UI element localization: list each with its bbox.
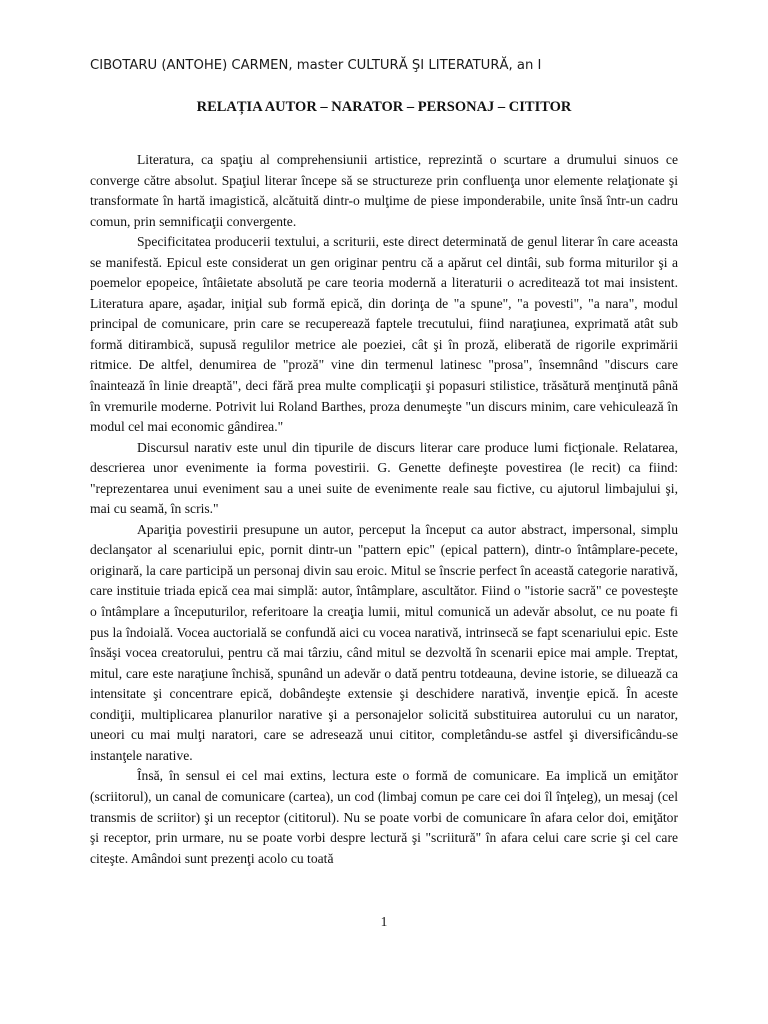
author-header: CIBOTARU (ANTOHE) CARMEN, master CULTURĂ ŞI LITERATURĂ, an I [90, 58, 542, 73]
paragraph: Apariţia povestirii presupune un autor, perceput la început ca autor abstract, impersonal, simplu declanşator al scenariului epic, pornit dintr-un "pattern epic" (epical pattern), dintr-o întâmplare-pecete, originară, la care participă un personaj divin sau eroic. Mitul se înscrie perfect în această categorie narativă, care instituie triada epică cea mai simplă: autor, întâmplare, ascultător. Fiind o "istorie sacră" ce povesteşte o întâmplare a începuturilor, referitoare la creaţia lumii, mitul comunică un adevăr absolut, ce nu poate fi pus la îndoială. Vocea auctorială se confundă aici cu vocea narativă, intrinsecă se fapt scenariului epic. Este însăşi vocea creatorului, pentru că mai târziu, când mitul se dezvoltă în scenarii epice mai ample. Treptat, mitul, care este naraţiune închisă, spunând un adevăr o dată pentru totdeauna, devine istorie, se diluează ca intensitate şi concentrare epică, dobândeşte extensie şi deschidere narativă, invenţie epică. În aceste condiţii, multiplicarea planurilor narative şi a personajelor solicită substituirea autorului cu un narator, uneori cu mai mulţi naratori, care se adresează unui cititor, completându-se astfel şi diversificându-se instanţele narative. [90, 521, 678, 763]
paragraph: Specificitatea producerii textului, a scriturii, este direct determinată de genul literar în care aceasta se manifestă. Epicul este considerat un gen originar pentru că a apărut cel dintâi, sub forma miturilor şi a poemelor epopeice, întâietate absolută pe care teoria modernă a literaturii o acreditează tot mai insistent. Literatura apare, aşadar, iniţial sub formă epică, din dorinţa de "a spune", "a povesti", "a nara", modul principal de comunicare, prin care se recuperează faptele trecutului, fiind naraţiunea, exprimată atât sub formă ditirambică, supusă regulilor metrice ale poeziei, cât şi în proză, eliberată de rigorile exprimării ritmice. De altfel, denumirea de "proză" vine din termenul latinesc "prosa", însemnând "discurs care înaintează în linie dreaptă", deci fără prea multe complicaţii şi popasuri stilistice, trăsătură menţinută până în vremurile moderne. Potrivit lui Roland Barthes, proza denumeşte "un discurs minim, care vehiculează în modul cel mai economic gândirea." [90, 234, 678, 435]
document-title: RELAȚIA AUTOR – NARATOR – PERSONAJ – CITITOR [196, 99, 572, 115]
paragraph: Discursul narativ este unul din tipurile de discurs literar care produce lumi ficţionale. Relatarea, descrierea unor evenimente ia forma povestirii. G. Genette defineşte povestirea (le recit) ca fiind: "reprezentarea unui eveniment sau a unei suite de evenimente reale sau fictive, cu ajutorul limbajului şi, mai cu seamă, în scris." [90, 439, 678, 517]
paragraph: Însă, în sensul ei cel mai extins, lectura este o formă de comunicare. Ea implică un emiţător (scriitorul), un canal de comunicare (cartea), un cod (limbaj comun pe care cei doi îl înţeleg), un mesaj (cel transmis de scriitor) şi un receptor (cititorul). Nu se poate vorbi de comunicare în afara celor doi, emiţător şi receptor, prin urmare, nu se poate vorbi despre lectură şi "scriitură" în afara celui care scrie şi cel care citeşte. Amândoi sunt prezenţi acolo cu toată [90, 768, 678, 866]
paragraph: Literatura, ca spaţiu al comprehensiunii artistice, reprezintă o scurtare a drumului sinuos ce converge către absolut. Spaţiul literar începe să se structureze prin confluenţa unor elemente relaţionate şi transformate în hartă imagistică, alcătuită dintr-o mulţime de piese imponderabile, unite însă într-un cadru comun, prin semnificaţii convergente. [90, 152, 678, 229]
page-number: 1 [380, 914, 388, 929]
document-body [90, 150, 678, 869]
